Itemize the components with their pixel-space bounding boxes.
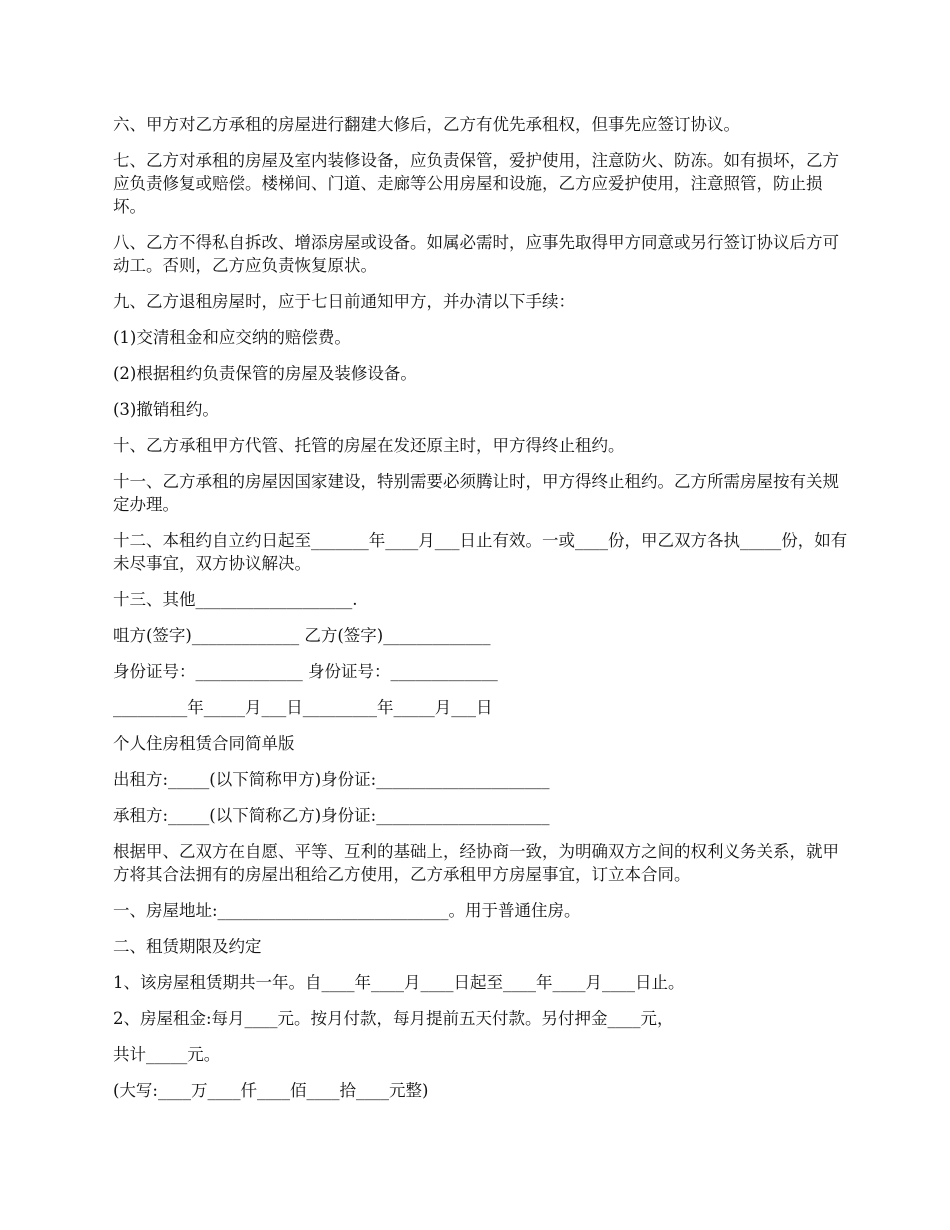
clause-nine-item-3: (3)撤销租约。	[113, 400, 219, 419]
clause-ten: 十、乙方承租甲方代管、托管的房屋在发还原主时，甲方得终止租约。	[113, 436, 625, 455]
clause-eleven: 十一、乙方承租的房屋因国家建设，特别需要必须腾让时，甲方得终止租约。乙方所需房屋按有关规定办理。	[113, 472, 839, 514]
id-number-line: 身份证号：_____________ 身份证号：_____________	[113, 662, 498, 681]
preamble: 根据甲、乙双方在自愿、平等、互利的基础上，经协商一致，为明确双方之间的权利义务关系，就甲方将其合法拥有的房屋出租给乙方使用，乙方承租甲方房屋事宜，订立本合同。	[113, 842, 839, 884]
lessor-line: 出租方:_____(以下简称甲方)身份证:_____________________	[113, 770, 550, 789]
amount-in-words: (大写:____万____仟____佰____拾____元整)	[113, 1081, 429, 1100]
clause-nine: 九、乙方退租房屋时，应于七日前通知甲方，并办清以下手续：	[113, 292, 575, 311]
clause-term-heading: 二、租赁期限及约定	[113, 937, 262, 956]
clause-nine-item-2: (2)根据租约负责保管的房屋及装修设备。	[113, 364, 417, 383]
term-item-1: 1、该房屋租赁期共一年。自____年____月____日起至____年____月____日止。	[113, 973, 685, 992]
clause-twelve: 十二、本租约自立约日起至_______年____月___日止有效。一或____份，甲乙双方各执_____份，如有未尽事宜，双方协议解决。	[113, 531, 848, 573]
clause-six: 六、甲方对乙方承租的房屋进行翻建大修后，乙方有优先承租权，但事先应签订协议。	[113, 115, 740, 134]
clause-nine-item-1: (1)交清租金和应交纳的赔偿费。	[113, 328, 351, 347]
lessee-line: 承租方:_____(以下简称乙方)身份证:_____________________	[113, 806, 550, 825]
term-item-2: 2、房屋租金:每月____元。按月付款，每月提前五天付款。另付押金____元，	[113, 1009, 674, 1028]
signature-line: 咀方(签字)_____________ 乙方(签字)_____________	[113, 626, 491, 645]
document-body	[113, 113, 848, 1115]
clause-address: 一、房屋地址:____________________________。用于普通住房。	[113, 901, 581, 920]
clause-seven: 七、乙方对承租的房屋及室内装修设备，应负责保管，爱护使用，注意防火、防冻。如有损坏，乙方应负责修复或赔偿。楼梯间、门道、走廊等公用房屋和设施，乙方应爱护使用，注意照管，防止损坏。	[113, 151, 839, 216]
clause-eight: 八、乙方不得私自拆改、增添房屋或设备。如属必需时，应事先取得甲方同意或另行签订协议后方可动工。否则，乙方应负责恢复原状。	[113, 233, 839, 275]
clause-thirteen: 十三、其他___________________.	[113, 590, 358, 609]
date-line: _________年_____月___日_________年_____月___日	[113, 698, 493, 717]
section-title: 个人住房租赁合同简单版	[113, 734, 295, 753]
total-line: 共计_____元。	[113, 1045, 221, 1064]
